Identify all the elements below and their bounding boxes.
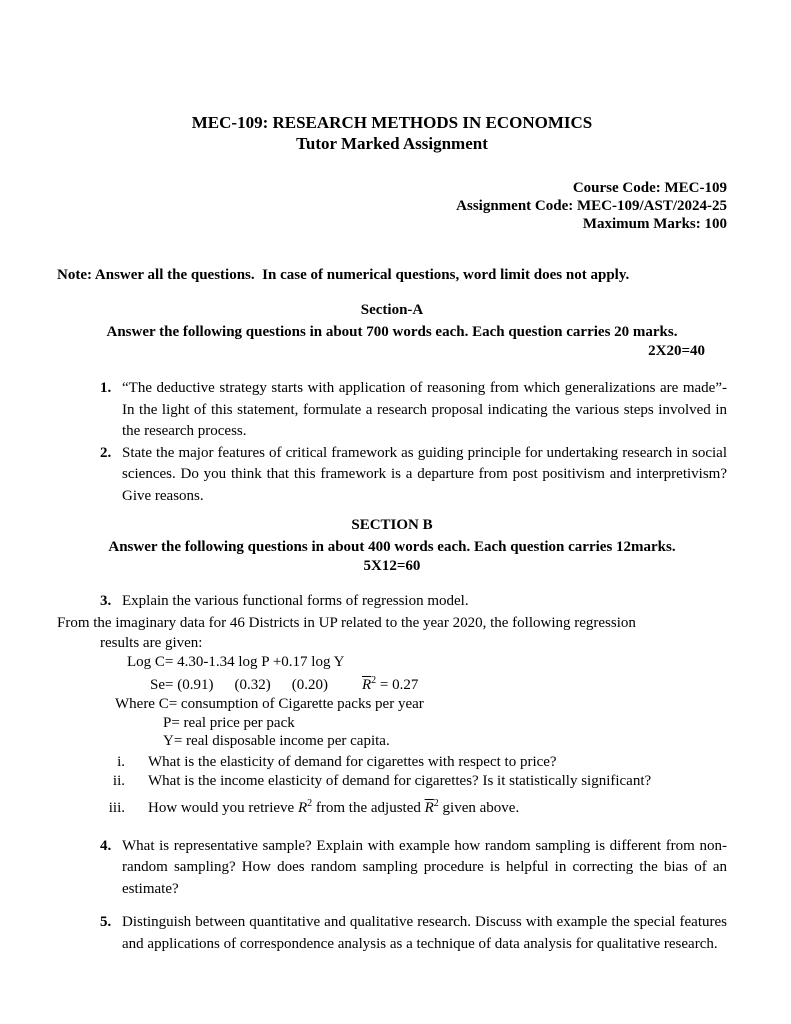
subquestion-i-text: What is the elasticity of demand for cigarettes with respect to price? (148, 753, 557, 770)
assignment-subtitle: Tutor Marked Assignment (296, 134, 488, 153)
r-squared-symbol: R (297, 799, 308, 816)
se-value-2: (0.32) (234, 676, 271, 693)
question-5-number: 5. (100, 913, 112, 930)
question-2-text: State the major features of critical framework as guiding principle for undertaking research in social sciences. Do you think that this framework is a departure from post positivism and interpretivism? Give reasons. (122, 444, 727, 504)
regression-equation: Log C= 4.30-1.34 log P +0.17 log Y (127, 654, 345, 670)
r-squared-exponent: 2 (307, 797, 313, 809)
question-4-text: What is representative sample? Explain with example how random sampling is different from non-random sampling? How does random sampling procedure is helpful in correcting the bias of an estimate? (122, 837, 727, 898)
question-5-text: Distinguish between quantitative and qualitative research. Discuss with example the special features and applications of correspondence analysis as a technique of data analysis for qualitative research. (122, 913, 727, 952)
question-3-intro-line1: From the imaginary data for 46 Districts in UP related to the year 2020, the following regression (57, 614, 636, 631)
r-bar-squared-formula (361, 674, 419, 693)
question-2 (100, 443, 727, 508)
section-b-marks-total: 5X12=60 (363, 558, 421, 574)
subquestion-ii-text: What is the income elasticity of demand for cigarettes? Is it statistically significant? (148, 772, 652, 789)
subquestion-iii-text-before: How would you retrieve (148, 799, 298, 816)
section-a-marks-total: 2X20=40 (648, 343, 705, 359)
section-b-heading: SECTION B (351, 517, 433, 533)
r-bar-symbol: $\overline{R}$ (361, 676, 372, 693)
regression-results-block (57, 653, 727, 751)
section-a-heading: Section-A (360, 302, 424, 318)
subquestion-i-numeral: i. (117, 753, 125, 770)
where-y-definition: Y= real disposable income per capita. (163, 733, 390, 749)
subquestion-ii-numeral: ii. (112, 772, 125, 789)
question-1-text: “The deductive strategy starts with application of reasoning from which generalizations are made”- In the light of this statement, formulate a research proposal indicating the various steps involved in the research process. (122, 380, 727, 439)
question-4-number: 4. (100, 837, 112, 854)
subquestion-iii-text-after: given above. (438, 799, 520, 816)
subquestion-iii (57, 791, 727, 820)
assignment-code: Assignment Code: MEC-109/AST/2024-25 (456, 198, 727, 214)
se-value-3: (0.20) (291, 676, 328, 693)
question-2-number: 2. (100, 444, 112, 461)
course-code: Course Code: MEC-109 (572, 180, 727, 196)
question-3 (100, 591, 727, 613)
question-3-intro-line2: results are given: (100, 635, 203, 651)
adjusted-r-bar-exponent: 2 (433, 797, 439, 809)
section-b-instruction: Answer the following questions in about 400 words each. Each question carries 12marks. (108, 539, 676, 555)
question-5 (100, 912, 727, 956)
course-title: MEC-109: RESEARCH METHODS IN ECONOMICS (191, 113, 593, 132)
subquestion-ii (57, 772, 727, 791)
document-title-block (57, 112, 727, 154)
adjusted-r-bar-symbol: $\overline{R}$ (424, 799, 434, 816)
subquestion-i (57, 753, 727, 772)
section-a-questions (57, 378, 727, 507)
se-prefix: Se= (0.91) (150, 676, 214, 693)
question-3-number: 3. (100, 593, 112, 609)
question-3-text: Explain the various functional forms of regression model. (122, 593, 469, 609)
question-1 (100, 378, 727, 443)
subquestion-iii-numeral: iii. (108, 799, 125, 816)
maximum-marks: Maximum Marks: 100 (582, 216, 727, 232)
question-1-number: 1. (100, 380, 112, 396)
subquestion-iii-text-middle: from the adjusted (312, 799, 425, 816)
r-bar-exponent: 2 (371, 674, 377, 686)
note-line: Note: Answer all the questions. In case of numerical questions, word limit does not apply. (57, 267, 630, 283)
section-a-instruction: Answer the following questions in about 700 words each. Each question carries 20 marks. (106, 324, 678, 340)
standard-errors-line (150, 672, 727, 696)
question-4 (100, 836, 727, 901)
where-p-definition: P= real price per pack (163, 714, 295, 731)
subquestion-iii-text (148, 796, 519, 820)
where-c-definition: Where C= consumption of Cigarette packs per year (115, 696, 424, 712)
r-bar-value: = 0.27 (376, 676, 419, 693)
assignment-meta-block (57, 179, 727, 233)
question-3-subquestions (57, 753, 727, 820)
